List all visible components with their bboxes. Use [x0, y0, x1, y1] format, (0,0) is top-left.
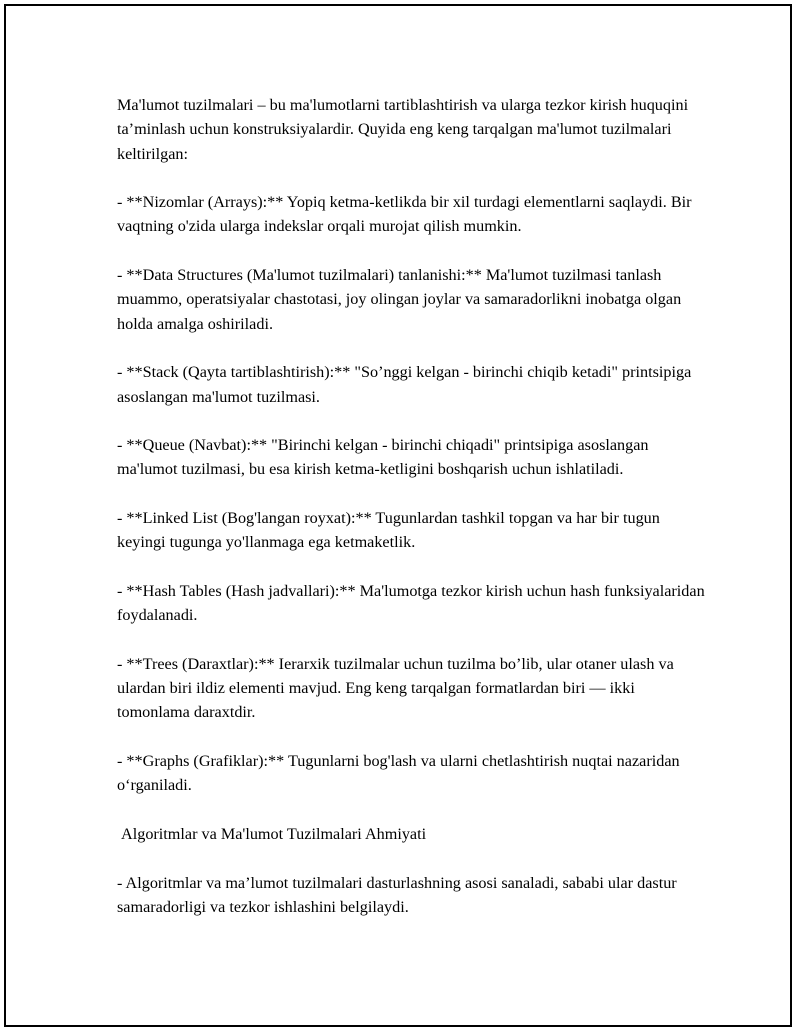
document-body	[117, 93, 707, 943]
list-item-arrays: - **Nizomlar (Arrays):** Yopiq ketma-ketlikda bir xil turdagi elementlarni saqlaydi. Bir vaqtning o'zida ularga indekslar orqali murojat qilish mumkin.	[117, 193, 696, 236]
list-item-data-structures: - **Data Structures (Ma'lumot tuzilmalari) tanlanishi:** Ma'lumot tuzilmasi tanlash muammo, operatsiyalar chastotasi, joy olingan joylar va samaradorlikni inobatga olgan holda amalga oshiriladi.	[117, 266, 686, 333]
closing-paragraph: - Algoritmlar va ma’lumot tuzilmalari dasturlashning asosi sanaladi, sababi ular dastur samaradorligi va tezkor ishlashini belgilaydi.	[117, 873, 681, 916]
list-item-hash-tables: - **Hash Tables (Hash jadvallari):** Ma'lumotga tezkor kirish uchun hash funksiyalaridan foydalanadi.	[117, 581, 709, 625]
list-item-linked-list: - **Linked List (Bog'langan royxat):** Tugunlardan tashkil topgan va har bir tugun keyingi tugunga yo'llanmaga ega ketmaketlik.	[117, 509, 664, 552]
list-item-trees: - **Trees (Daraxtlar):** Ierarxik tuzilmalar uchun tuzilma bo’lib, ular otaner ulash va ulardan biri ildiz elementi mavjud. Eng keng tarqalgan formatlardan biri — ikki tomonlama daraxtdir.	[117, 654, 678, 722]
intro-paragraph: Ma'lumot tuzilmalari – bu ma'lumotlarni tartiblashtirish va ularga tezkor kirish huquqini ta’minlash uchun konstruksiyalardir. Quyida eng keng tarqalgan ma'lumot tuzilmalari keltirilgan:	[117, 96, 693, 163]
list-item-stack: - **Stack (Qayta tartiblashtirish):** "So’nggi kelgan - birinchi chiqib ketadi" printsipiga asoslangan ma'lumot tuzilmasi.	[117, 363, 696, 406]
list-item-queue: - **Queue (Navbat):** "Birinchi kelgan - birinchi chiqadi" printsipiga asoslangan ma'lumot tuzilmasi, bu esa kirish ketma-ketligini boshqarish uchun ishlatiladi.	[117, 436, 653, 479]
list-item-graphs: - **Graphs (Grafiklar):** Tugunlarni bog'lash va ularni chetlashtirish nuqtai nazaridan o‘rganiladi.	[117, 752, 684, 795]
section-heading: Algoritmlar va Ma'lumot Tuzilmalari Ahmiyati	[117, 824, 427, 843]
